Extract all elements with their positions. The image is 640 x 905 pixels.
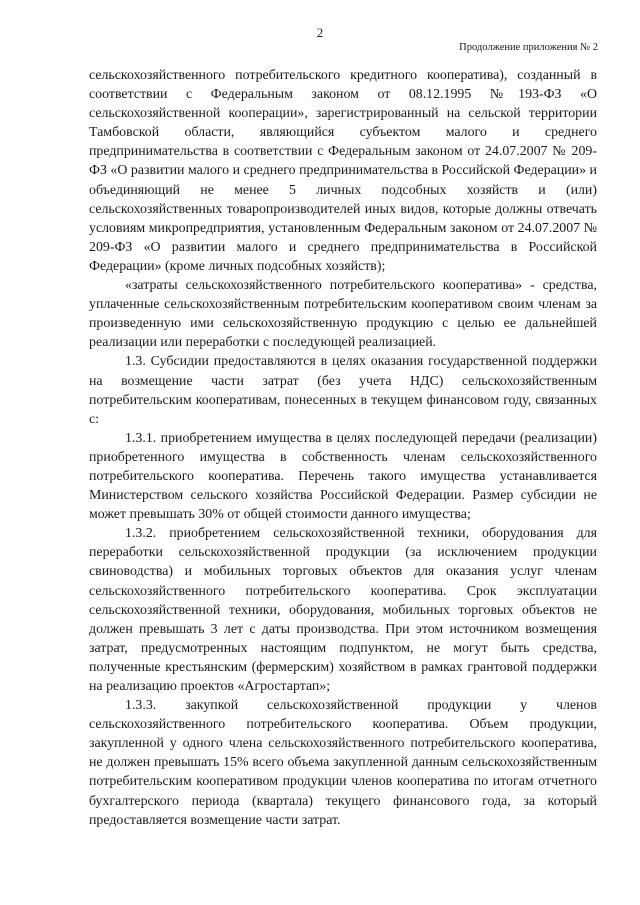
paragraph-1-3-1: 1.3.1. приобретением имущества в целях последующей передачи (реализации) приобретенного имущества в собственность членам сельскохозяйственного потребительского кооператива. Перечень такого имущества устанавливается Министерством сельского хозяйства Российской Федерации. Размер субсидии не может превышать 30% от общей стоимости данного имущества; bbox=[89, 430, 597, 523]
page-number: 2 bbox=[316, 25, 324, 40]
appendix-continuation-note: Продолжение приложения № 2 bbox=[459, 42, 598, 53]
document-body bbox=[89, 66, 597, 830]
paragraph-definition-cooperative-costs: «затраты сельскохозяйственного потребительского кооператива» - средства, уплаченные сельскохозяйственным потребительским кооперативом своим членам за произведенную ими сельскохозяйственную продукцию с целью ее дальнейшей реализации или переработки с последующей реализацией. bbox=[89, 278, 597, 351]
paragraph-1-3-3: 1.3.3. закупкой сельскохозяйственной продукции у членов сельскохозяйственного потребительского кооператива. Объем продукции, закупленной у одного члена сельскохозяйственного потребительского кооператива, не должен превышать 15% всего объема закупленной данным сельскохозяйственным потребительским кооперативом продукции членов кооператива по итогам отчетного бухгалтерского периода (квартала) текущего финансового года, за который предоставляется возмещение части затрат. bbox=[89, 698, 597, 828]
paragraph-definition-cooperative-continued: сельскохозяйственного потребительского кредитного кооператива), созданный в соответствии с Федеральным законом от 08.12.1995 №193-ФЗ «О сельскохозяйственной кооперации», зарегистрированный на сельской территории Тамбовской области, являющийся субъектом малого и среднего предпринимательства в соответствии с Федеральным законом от 24.07.2007 № 209-ФЗ «О развитии малого и среднего предпринимательства в Российской Федерации» и объединяющий не менее 5 личных подсобных хозяйств и (или) сельскохозяйственных товаропроизводителей иных видов, которые должны отвечать условиям микропредприятия, установленным Федеральным законом от 24.07.2007 № 209-ФЗ «О развитии малого и среднего предпринимательства в Российской Федерации» (кроме личных подсобных хозяйств); bbox=[89, 68, 597, 274]
paragraph-1-3: 1.3. Субсидии предоставляются в целях оказания государственной поддержки на возмещение части затрат (без учета НДС) сельскохозяйственным потребительским кооперативам, понесенных в текущем финансовом году, связанных с: bbox=[89, 354, 597, 427]
paragraph-1-3-2: 1.3.2. приобретением сельскохозяйственной техники, оборудования для переработки сельскохозяйственной продукции (за исключением продукции свиноводства) и мобильных торговых объектов для оказания услуг членам сельскохозяйственного потребительского кооператива. Срок эксплуатации сельскохозяйственной техники, оборудования, мобильных торговых объектов не должен превышать 3 лет с даты производства. При этом источником возмещения затрат, предусмотренных настоящим подпунктом, не могут быть средства, полученные крестьянским (фермерским) хозяйством в рамках грантовой поддержки на реализацию проектов «Агростартап»; bbox=[89, 526, 597, 694]
